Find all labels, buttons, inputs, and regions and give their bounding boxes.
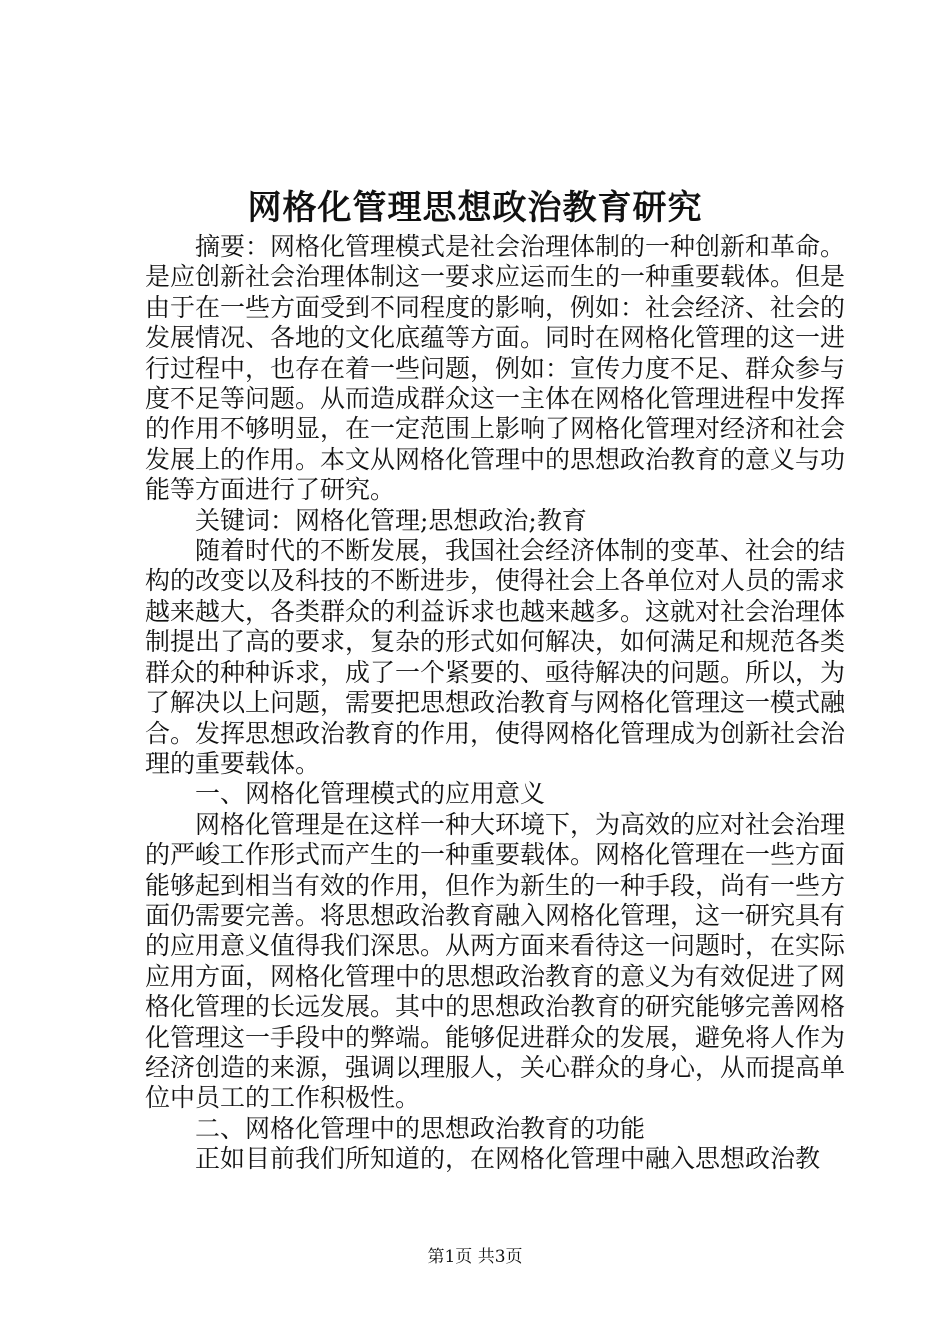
document-body	[145, 232, 845, 1175]
page-number-footer: 第1页 共3页	[427, 1247, 523, 1267]
section-1-paragraph: 网格化管理是在这样一种大环境下，为高效的应对社会治理的严峻工作形式而产生的一种重要载体。网格化管理在一些方面能够起到相当有效的作用，但作为新生的一种手段，尚有一些方面仍需要完善。将思想政治教育融入网格化管理，这一研究具有的应用意义值得我们深思。从两方面来看待这一问题时，在实际应用方面，网格化管理中的思想政治教育的意义为有效促进了网格化管理的长远发展。其中的思想政治教育的研究能够完善网格化管理这一手段中的弊端。能够促进群众的发展，避免将人作为经济创造的来源，强调以理服人，关心群众的身心，从而提高单位中员工的工作积极性。	[145, 809, 846, 1113]
document-title: 网格化管理思想政治教育研究	[247, 188, 703, 228]
section-heading-1: 一、网格化管理模式的应用意义	[195, 779, 546, 809]
section-heading-2: 二、网格化管理中的思想政治教育的功能	[195, 1113, 646, 1143]
intro-paragraph: 随着时代的不断发展，我国社会经济体制的变革、社会的结构的改变以及科技的不断进步，使得社会上各单位对人员的需求越来越大，各类群众的利益诉求也越来越多。这就对社会治理体制提出了高的要求，复杂的形式如何解决，如何满足和规范各类群众的种种诉求，成了一个紧要的、亟待解决的问题。所以，为了解决以上问题，需要把思想政治教育与网格化管理这一模式融合。发挥思想政治教育的作用，使得网格化管理成为创新社会治理的重要载体。	[145, 536, 846, 778]
keywords-line: 关键词：网格化管理;思想政治;教育	[195, 505, 587, 535]
abstract-paragraph: 摘要：网格化管理模式是社会治理体制的一种创新和革命。是应创新社会治理体制这一要求应运而生的一种重要载体。但是由于在一些方面受到不同程度的影响，例如：社会经济、社会的发展情况、各地的文化底蕴等方面。同时在网格化管理的这一进行过程中，也存在着一些问题，例如：宣传力度不足、群众参与度不足等问题。从而造成群众这一主体在网格化管理进程中发挥的作用不够明显，在一定范围上影响了网格化管理对经济和社会发展上的作用。本文从网格化管理中的思想政治教育的意义与功能等方面进行了研究。	[145, 232, 846, 505]
section-2-paragraph: 正如目前我们所知道的，在网格化管理中融入思想政治教	[195, 1144, 821, 1174]
